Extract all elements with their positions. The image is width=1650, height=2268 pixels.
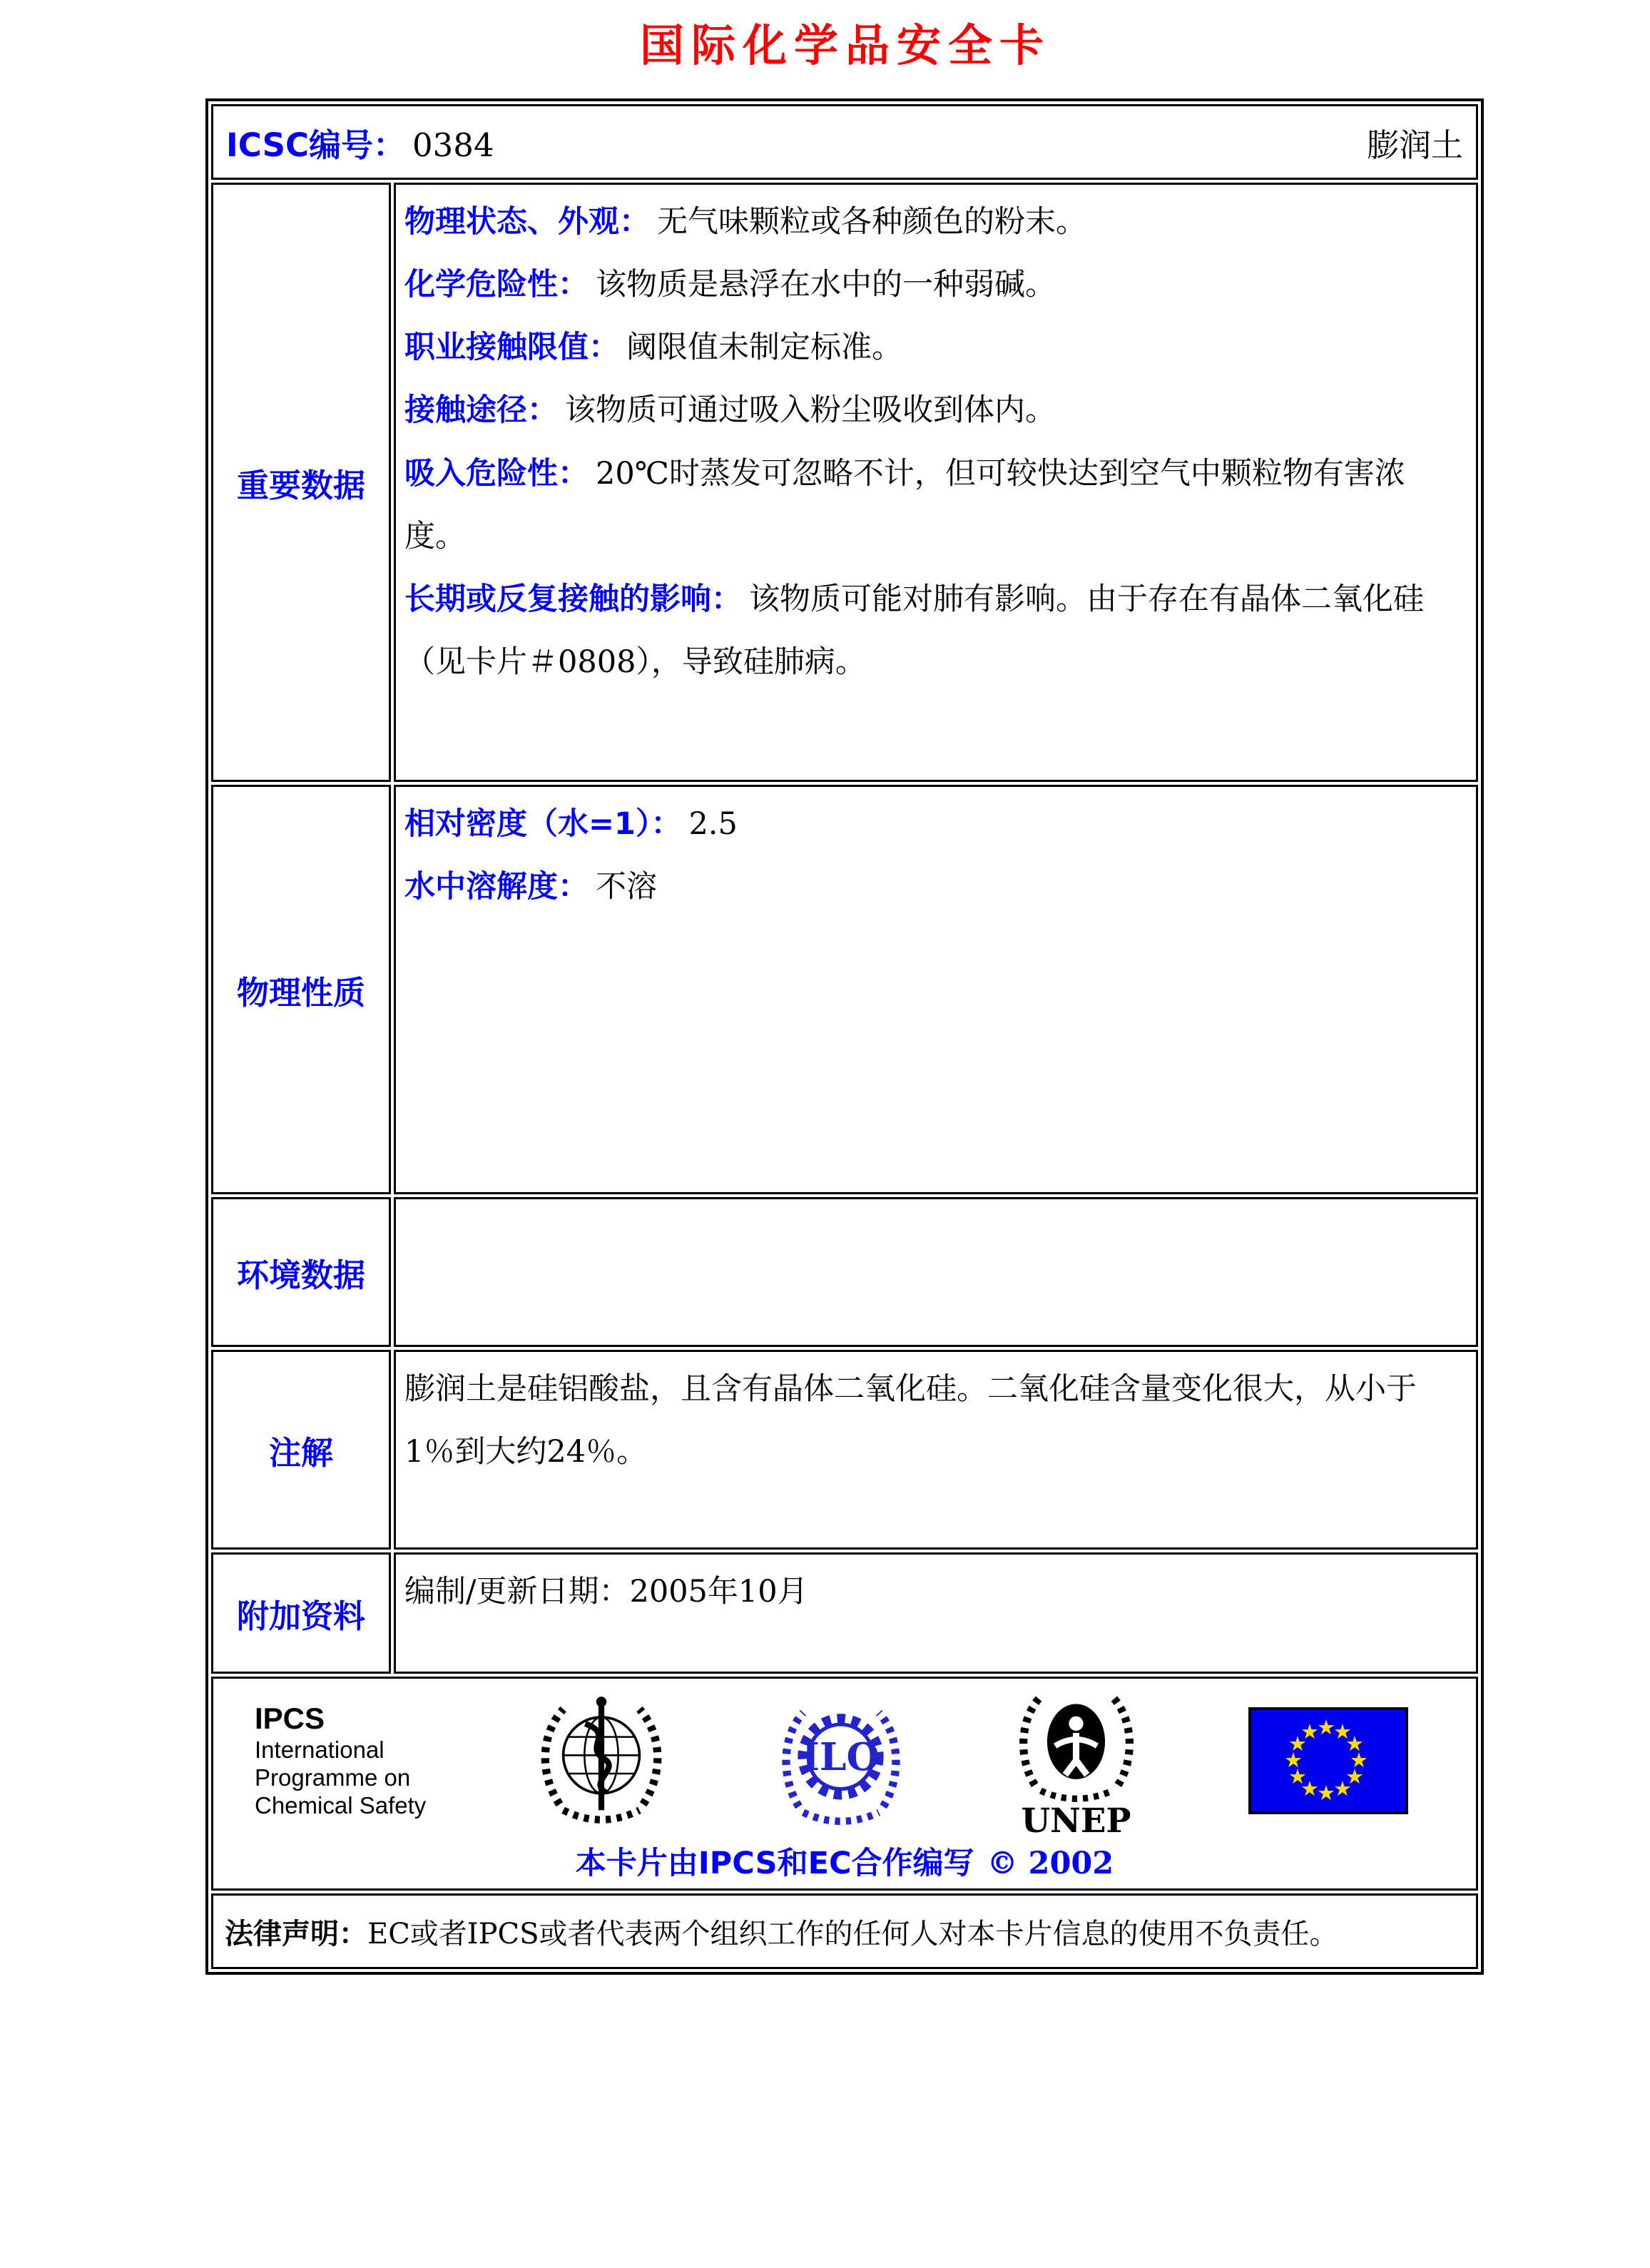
legal-cell [211,1893,1478,1969]
important-item [404,253,1466,316]
icsc-number-label: ICSC编号： [226,126,406,164]
eu-star-icon: ★ [1288,1764,1307,1789]
section-label-additional-info: 附加资料 [211,1552,391,1674]
physical-properties-row [211,785,1478,1194]
environmental-data-row [211,1197,1478,1347]
item-key: 接触途径： [404,392,558,429]
legal-text: EC或者IPCS或者代表两个组织工作的任何人对本卡片信息的使用不负责任。 [367,1917,1338,1951]
item-value: 该物质可通过吸入粉尘吸收到体内。 [565,392,1056,429]
header-row [211,104,1478,180]
additional-info-content [394,1552,1478,1674]
ipcs-subtitle-line: Programme on [255,1764,411,1791]
additional-info-row [211,1552,1478,1674]
additional-info-text: 编制/更新日期：2005年10月 [404,1574,808,1610]
eu-star-icon: ★ [1333,1776,1352,1801]
item-key: 化学危险性： [404,267,589,303]
important-item [404,379,1466,442]
item-key: 物理状态、外观： [404,204,650,240]
important-item [404,442,1466,568]
section-label-physical-properties: 物理性质 [211,785,391,1194]
eu-star-icon: ★ [1288,1731,1307,1756]
section-label-notes: 注解 [211,1350,391,1550]
copyright-text: © 2002 [987,1846,1114,1881]
item-value: 不溶 [596,869,657,905]
physical-item [404,793,1466,855]
ilo-logo-text: ILO [801,1734,880,1779]
eu-star-icon: ★ [1345,1764,1364,1789]
notes-text: 膨润土是硅铝酸盐，且含有晶体二氧化硅。二氧化硅含量变化很大，从小于1％到大约24％。 [404,1371,1417,1470]
eu-star-icon: ★ [1300,1776,1319,1801]
eu-star-icon: ★ [1283,1747,1303,1772]
icsc-card-table [205,98,1484,1975]
item-value: 2.5 [688,806,738,842]
ipcs-subtitle-line: International [255,1736,385,1763]
item-value: 无气味颗粒或各种颜色的粉末。 [657,204,1086,240]
item-key: 水中溶解度： [404,869,589,905]
item-key: 吸入危险性： [404,455,589,492]
item-value: 该物质是悬浮在水中的一种弱碱。 [596,267,1056,303]
important-item [404,316,1466,379]
item-key: 长期或反复接触的影响： [404,581,742,617]
notes-row [211,1350,1478,1550]
legal-row [211,1893,1478,1969]
eu-star-icon: ★ [1349,1747,1368,1772]
item-value: 阈限值未制定标准。 [626,330,902,366]
important-item [404,190,1466,253]
item-value: 20℃时蒸发可忽略不计，但可较快达到空气中颗粒物有害浓度。 [404,455,1405,554]
ilo-logo-icon [777,1697,905,1825]
notes-content [394,1350,1478,1550]
legal-label: 法律声明： [225,1917,367,1951]
who-logo-icon [534,1693,669,1829]
item-key: 相对密度（水=1）： [404,806,682,842]
ipcs-acronym: IPCS [255,1702,325,1736]
eu-star-icon: ★ [1300,1719,1319,1744]
ipcs-text-block [255,1701,426,1819]
physical-item [404,855,1466,918]
cooperation-note [213,1839,1476,1883]
icsc-number-value: 0384 [412,126,494,164]
cooperation-text: 本卡片由IPCS和EC合作编写 [575,1846,974,1881]
important-item [404,568,1466,693]
eu-star-icon: ★ [1316,1780,1335,1805]
chemical-name: 膨润土 [1366,126,1463,164]
section-label-important-data: 重要数据 [211,183,391,782]
eu-star-icon: ★ [1333,1719,1352,1744]
important-data-row [211,183,1478,782]
environmental-data-content [394,1197,1478,1347]
ipcs-subtitle-line: Chemical Safety [255,1791,427,1819]
footer-cell [211,1677,1478,1891]
unep-logo-text: UNEP [1021,1801,1131,1837]
important-data-content [394,183,1478,782]
item-key: 职业接触限值： [404,330,619,366]
header-cell [211,104,1478,180]
eu-star-icon: ★ [1345,1731,1364,1756]
section-label-environmental-data: 环境数据 [211,1197,391,1347]
physical-properties-content [394,785,1478,1194]
eu-flag-icon [1248,1707,1408,1814]
page-title: 国际化学品安全卡 [639,19,1051,71]
unep-logo-icon [1012,1684,1141,1837]
eu-star-icon: ★ [1316,1714,1335,1739]
item-value: 该物质可能对肺有影响。由于存在有晶体二氧化硅（见卡片＃0808），导致硅肺病。 [404,581,1424,680]
footer-logos-row [211,1677,1478,1891]
logos-row [213,1687,1476,1837]
